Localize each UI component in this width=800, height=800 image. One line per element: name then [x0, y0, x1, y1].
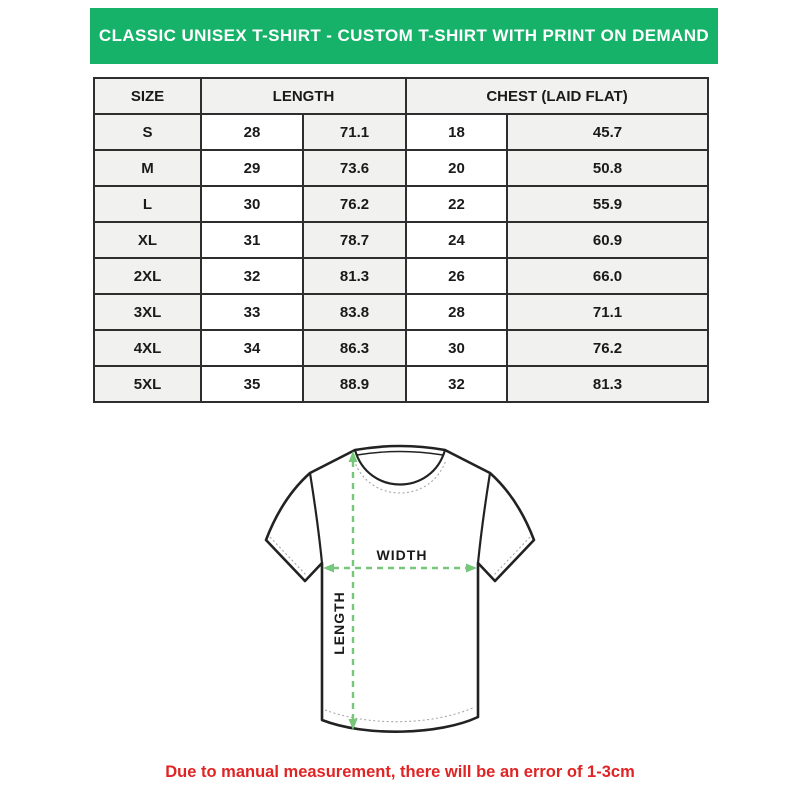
size-cell: XL — [94, 222, 201, 258]
length-in-cell: 34 — [201, 330, 303, 366]
table-row — [94, 366, 708, 402]
chest-column-header: CHEST (LAID FLAT) — [406, 78, 708, 114]
tshirt-diagram-svg — [250, 438, 550, 748]
table-row — [94, 186, 708, 222]
size-column-header: SIZE — [94, 78, 201, 114]
table-row — [94, 330, 708, 366]
measurement-note: Due to manual measurement, there will be an error of 1-3cm — [165, 763, 635, 781]
length-in-cell: 32 — [201, 258, 303, 294]
length-cm-cell: 81.3 — [303, 258, 406, 294]
length-in-cell: 30 — [201, 186, 303, 222]
chest-cm-cell: 76.2 — [507, 330, 708, 366]
table-row — [94, 222, 708, 258]
chest-in-cell: 24 — [406, 222, 507, 258]
length-cm-cell: 73.6 — [303, 150, 406, 186]
table-row — [94, 258, 708, 294]
table-row — [94, 150, 708, 186]
chest-in-cell: 32 — [406, 366, 507, 402]
length-cm-cell: 86.3 — [303, 330, 406, 366]
length-cm-cell: 83.8 — [303, 294, 406, 330]
table-row — [94, 114, 708, 150]
size-cell: 4XL — [94, 330, 201, 366]
size-cell: S — [94, 114, 201, 150]
chest-cm-cell: 60.9 — [507, 222, 708, 258]
table-row — [94, 294, 708, 330]
length-cm-cell: 78.7 — [303, 222, 406, 258]
length-cm-cell: 88.9 — [303, 366, 406, 402]
chest-cm-cell: 50.8 — [507, 150, 708, 186]
tshirt-diagram — [250, 438, 550, 748]
chest-in-cell: 18 — [406, 114, 507, 150]
size-cell: 2XL — [94, 258, 201, 294]
size-table — [93, 77, 709, 403]
tshirt-outline — [266, 446, 534, 732]
chest-cm-cell: 55.9 — [507, 186, 708, 222]
page-title: CLASSIC UNISEX T-SHIRT - CUSTOM T-SHIRT WITH PRINT ON DEMAND — [98, 26, 710, 45]
length-in-cell: 29 — [201, 150, 303, 186]
length-in-cell: 28 — [201, 114, 303, 150]
chest-cm-cell: 66.0 — [507, 258, 708, 294]
length-cm-cell: 71.1 — [303, 114, 406, 150]
width-label: WIDTH — [376, 547, 428, 563]
length-in-cell: 31 — [201, 222, 303, 258]
chest-cm-cell: 71.1 — [507, 294, 708, 330]
table-header-row — [94, 78, 708, 114]
chest-cm-cell: 45.7 — [507, 114, 708, 150]
chest-in-cell: 22 — [406, 186, 507, 222]
chest-in-cell: 26 — [406, 258, 507, 294]
size-cell: 3XL — [94, 294, 201, 330]
length-column-header: LENGTH — [201, 78, 406, 114]
length-cm-cell: 76.2 — [303, 186, 406, 222]
length-in-cell: 33 — [201, 294, 303, 330]
chest-in-cell: 20 — [406, 150, 507, 186]
size-cell: M — [94, 150, 201, 186]
chest-cm-cell: 81.3 — [507, 366, 708, 402]
length-in-cell: 35 — [201, 366, 303, 402]
chest-in-cell: 28 — [406, 294, 507, 330]
size-cell: L — [94, 186, 201, 222]
title-banner — [90, 8, 718, 64]
size-cell: 5XL — [94, 366, 201, 402]
length-label: LENGTH — [331, 591, 347, 655]
chest-in-cell: 30 — [406, 330, 507, 366]
